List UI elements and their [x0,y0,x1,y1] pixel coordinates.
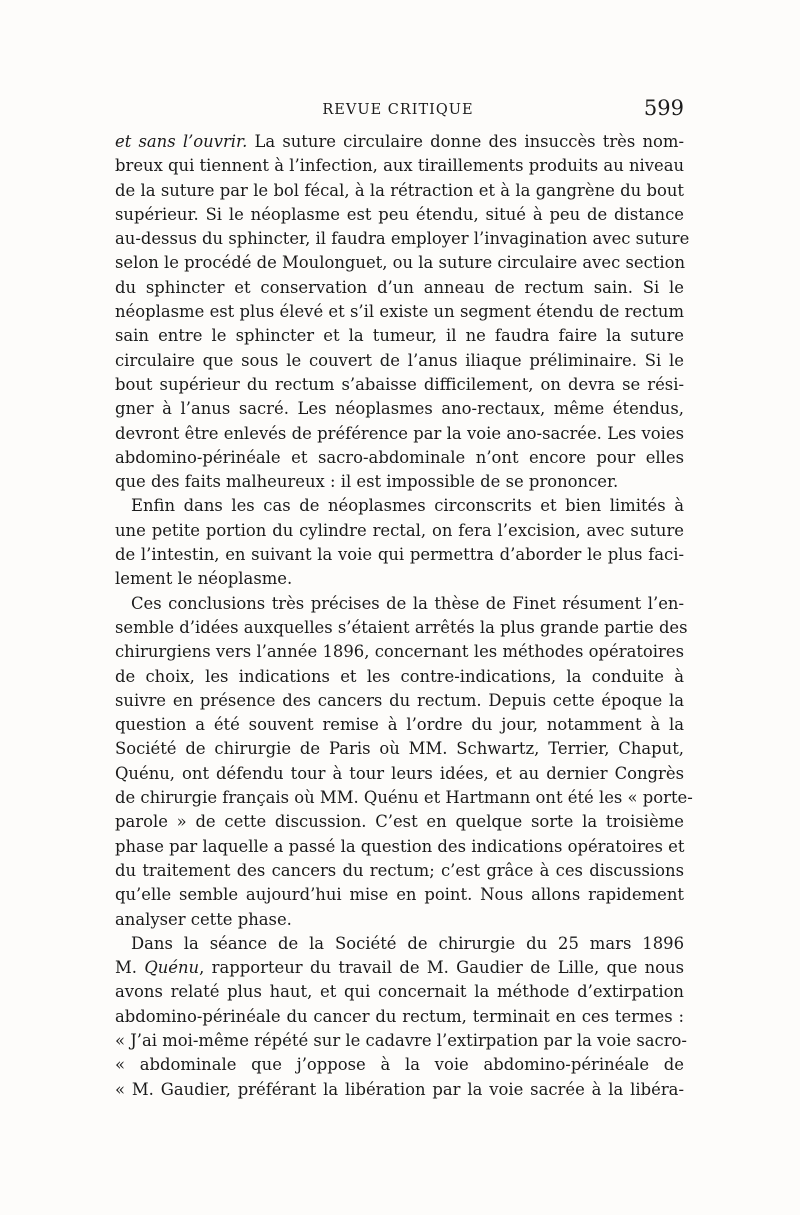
text-fragment: abdomino-périnéale et sacro-abdominale n’ont encore pour elles [115,447,684,467]
text-fragment: de la suture par le bol fécal, à la rétraction et à la gangrène du bout [115,180,684,200]
text-line [115,883,684,907]
text-fragment: du traitement des cancers du rectum; c’est grâce à ces discussions [115,860,684,880]
text-fragment: avons relaté plus haut, et qui concernait la méthode d’extirpation [115,982,684,1002]
text-line [115,446,684,470]
text-fragment: , rapporteur du travail de M. Gaudier de Lille, que nous [199,958,684,978]
text-fragment: que des faits malheureux : il est impossible de se prononcer. [115,472,619,492]
text-fragment: parole » de cette discussion. C’est en quelque sorte la troisième [115,812,684,832]
text-line [115,373,684,397]
text-line [115,810,684,834]
text-line [115,908,684,932]
text-line [115,349,684,373]
text-fragment: Dans la séance de la Société de chirurgie du 25 mars 1896 [131,933,684,953]
text-line [115,1005,684,1029]
text-fragment: Quénu, ont défendu tour à tour leurs idées, et au dernier Congrès [115,763,684,783]
text-line [115,519,684,543]
text-fragment: Société de chirurgie de Paris où MM. Schwartz, Terrier, Chaput, [115,739,684,759]
page-number: 599 [643,96,684,120]
text-fragment: de l’intestin, en suivant la voie qui permettra d’aborder le plus faci- [115,545,684,565]
italic-text: et sans l’ouvrir. [115,132,248,151]
text-fragment: abdomino-périnéale du cancer du rectum, terminait en ces termes : [115,1006,684,1026]
text-line [115,762,684,786]
text-fragment: question a été souvent remise à l’ordre du jour, notamment à la [115,715,684,735]
text-line [115,859,684,883]
text-line [115,932,684,956]
text-line [115,737,684,761]
text-fragment: au-dessus du sphincter, il faudra employer l’invagination avec suture [115,229,690,249]
text-line [115,130,684,154]
text-line [115,397,684,421]
text-fragment: sain entre le sphincter et la tumeur, il ne faudra faire la suture [115,326,684,346]
text-line [115,422,684,446]
text-fragment: chirurgiens vers l’année 1896, concernant les méthodes opératoires [115,642,684,662]
text-line [115,1053,684,1077]
text-fragment: de chirurgie français où MM. Quénu et Hartmann ont été les « porte- [115,788,693,808]
text-line [115,470,684,494]
text-fragment: circulaire que sous le couvert de l’anus iliaque préliminaire. Si le [115,350,684,370]
text-fragment: gner à l’anus sacré. Les néoplasmes ano-rectaux, même étendus, [115,399,684,419]
text-line [115,567,684,591]
text-line [115,689,684,713]
text-fragment: semble d’idées auxquelles s’étaient arrêtés la plus grande partie des [115,617,688,637]
text-fragment: selon le procédé de Moulonguet, ou la suture circulaire avec section [115,253,686,273]
text-fragment: devront être enlevés de préférence par la voie ano-sacrée. Les voies [115,423,684,443]
text-line [115,835,684,859]
text-line [115,251,684,275]
text-line [115,179,684,203]
text-fragment: « J’ai moi-même répété sur le cadavre l’extirpation par la voie sacro- [115,1030,687,1050]
text-line [115,300,684,324]
text-line [115,276,684,300]
text-fragment: supérieur. Si le néoplasme est peu étendu, situé à peu de distance [115,204,684,224]
text-fragment: Enfin dans les cas de néoplasmes circonscrits et bien limités à [131,496,684,516]
text-fragment: qu’elle semble aujourd’hui mise en point. Nous allons rapidement [115,885,684,905]
text-line [115,324,684,348]
text-fragment: breux qui tiennent à l’infection, aux tiraillements produits au niveau [115,156,685,176]
text-line [115,786,693,810]
text-fragment: M. [115,958,145,978]
text-fragment: phase par laquelle a passé la question des indications opératoires et [115,836,685,856]
text-fragment: Ces conclusions très précises de la thèse de Finet résument l’en- [131,593,684,613]
body-text [115,130,693,1102]
text-line [115,956,684,980]
italic-text: Quénu [144,958,200,978]
text-fragment: néoplasme est plus élevé et s’il existe un segment étendu de rectum [115,302,684,322]
text-line [115,1029,687,1053]
text-fragment: une petite portion du cylindre rectal, on fera l’excision, avec suture [115,520,684,540]
text-fragment: suivre en présence des cancers du rectum. Depuis cette époque la [115,690,684,710]
text-line [115,494,684,518]
text-fragment: « M. Gaudier, préférant la libération par la voie sacrée à la libéra- [115,1079,684,1099]
text-line [115,665,684,689]
text-line [115,592,684,616]
text-line [115,227,690,251]
text-fragment: du sphincter et conservation d’un anneau de rectum sain. Si le [115,277,684,297]
text-line [115,543,684,567]
text-line [115,713,684,737]
text-line [115,154,684,178]
text-line [115,616,688,640]
text-fragment: lement le néoplasme. [115,569,293,589]
text-line [115,1078,684,1102]
text-fragment: « abdominale que j’oppose à la voie abdomino-périnéale de [115,1055,684,1075]
running-title: REVUE CRITIQUE [322,102,474,118]
text-fragment: bout supérieur du rectum s’abaisse difficilement, on devra se rési- [115,374,684,394]
text-line [115,203,684,227]
text-fragment: La suture circulaire donne des insuccès très nom- [247,132,684,151]
text-fragment: de choix, les indications et les contre-indications, la conduite à [115,666,684,686]
text-fragment: analyser cette phase. [115,909,292,929]
text-line [115,640,684,664]
page-header [112,96,684,126]
text-line [115,980,684,1004]
